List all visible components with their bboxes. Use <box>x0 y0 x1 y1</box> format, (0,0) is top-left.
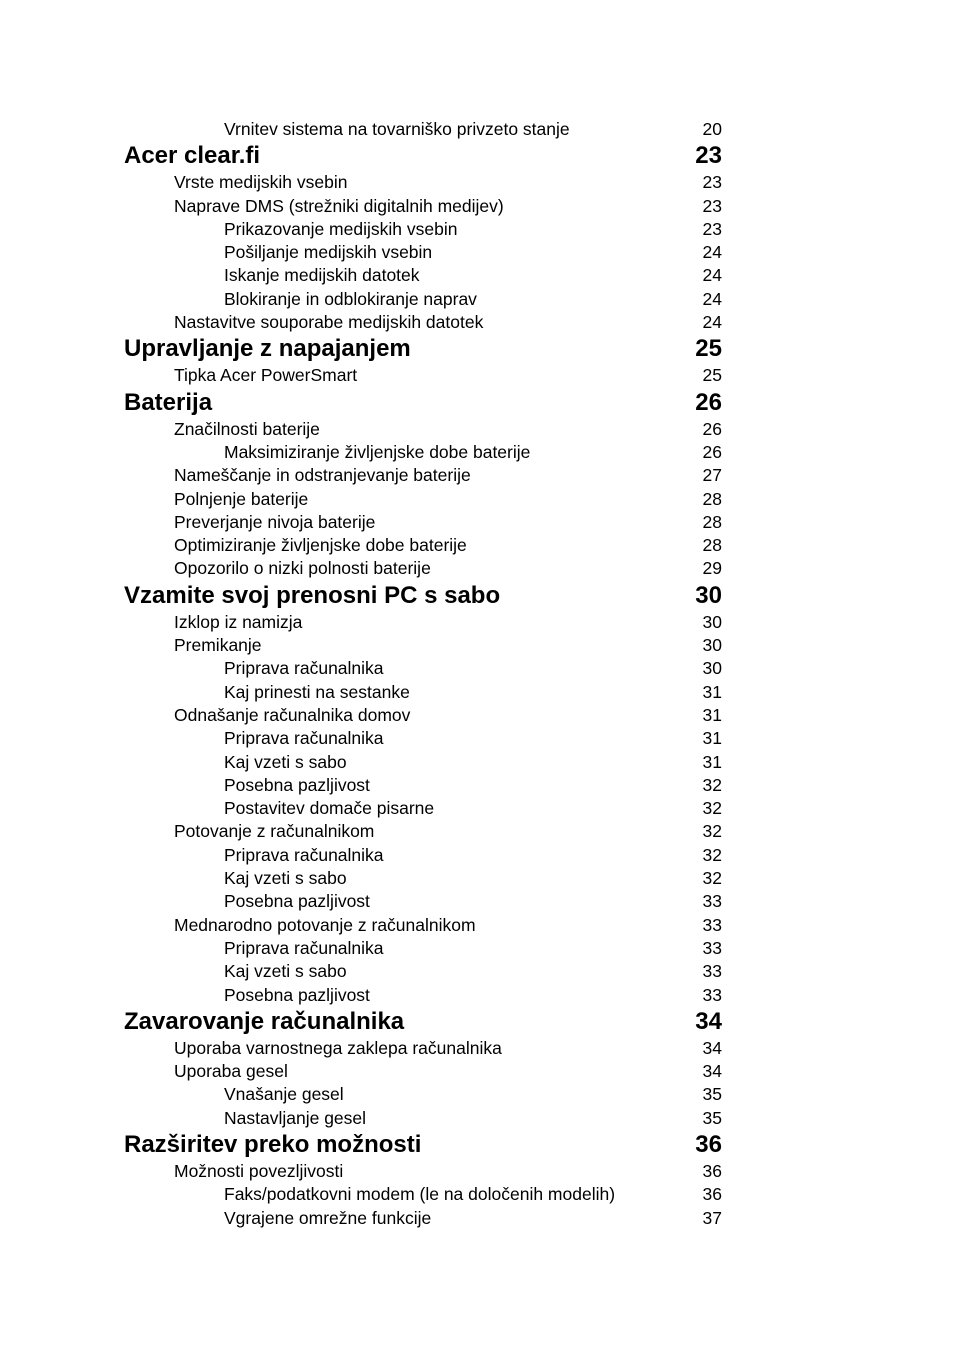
toc-entry-page-number: 35 <box>702 1084 722 1105</box>
toc-section-entry[interactable] <box>124 634 722 657</box>
toc-entry-title: Vgrajene omrežne funkcije <box>224 1207 432 1228</box>
toc-entry-title: Priprava računalnika <box>224 937 384 958</box>
toc-entry-title: Upravljanje z napajanjem <box>124 335 411 363</box>
toc-subsection-entry[interactable] <box>124 218 722 241</box>
toc-entry-title: Odnašanje računalnika domov <box>174 704 411 725</box>
toc-subsection-entry[interactable] <box>124 984 722 1007</box>
toc-subsection-entry[interactable] <box>124 774 722 797</box>
toc-entry-title: Vzamite svoj prenosni PC s sabo <box>124 581 501 609</box>
toc-subsection-entry[interactable] <box>124 657 722 680</box>
toc-entry-title: Kaj vzeti s sabo <box>224 751 347 772</box>
toc-entry-title: Značilnosti baterije <box>174 418 320 439</box>
toc-entry-page-number: 31 <box>702 751 722 772</box>
toc-entry-page-number: 23 <box>702 218 722 239</box>
toc-section-entry[interactable] <box>124 195 722 218</box>
toc-subsection-entry[interactable] <box>124 118 722 141</box>
table-of-contents <box>124 118 722 1230</box>
toc-entry-page-number: 24 <box>702 288 722 309</box>
toc-subsection-entry[interactable] <box>124 1107 722 1130</box>
toc-section-entry[interactable] <box>124 311 722 334</box>
toc-subsection-entry[interactable] <box>124 727 722 750</box>
toc-entry-page-number: 29 <box>702 558 722 579</box>
toc-entry-page-number: 33 <box>702 984 722 1005</box>
toc-entry-page-number: 30 <box>702 635 722 656</box>
toc-subsection-entry[interactable] <box>124 797 722 820</box>
toc-entry-page-number: 28 <box>702 511 722 532</box>
toc-entry-title: Priprava računalnika <box>224 728 384 749</box>
toc-section-entry[interactable] <box>124 464 722 487</box>
toc-entry-page-number: 24 <box>702 312 722 333</box>
toc-entry-title: Priprava računalnika <box>224 658 384 679</box>
toc-entry-title: Pošiljanje medijskih vsebin <box>224 242 433 263</box>
toc-chapter-entry[interactable] <box>124 581 722 611</box>
toc-entry-page-number: 23 <box>702 195 722 216</box>
toc-entry-page-number: 26 <box>702 441 722 462</box>
toc-entry-title: Nameščanje in odstranjevanje baterije <box>174 465 471 486</box>
toc-entry-page-number: 25 <box>702 365 722 386</box>
toc-entry-title: Nastavljanje gesel <box>224 1107 367 1128</box>
toc-section-entry[interactable] <box>124 488 722 511</box>
toc-entry-title: Možnosti povezljivosti <box>174 1160 344 1181</box>
toc-subsection-entry[interactable] <box>124 288 722 311</box>
toc-entry-page-number: 26 <box>695 388 722 416</box>
toc-section-entry[interactable] <box>124 820 722 843</box>
toc-entry-page-number: 36 <box>702 1184 722 1205</box>
toc-entry-title: Maksimiziranje življenjske dobe baterije <box>224 441 531 462</box>
toc-entry-page-number: 24 <box>702 242 722 263</box>
toc-entry-page-number: 31 <box>702 704 722 725</box>
toc-section-entry[interactable] <box>124 511 722 534</box>
toc-entry-page-number: 32 <box>702 844 722 865</box>
toc-entry-page-number: 33 <box>702 937 722 958</box>
toc-entry-title: Priprava računalnika <box>224 844 384 865</box>
toc-subsection-entry[interactable] <box>124 937 722 960</box>
toc-subsection-entry[interactable] <box>124 1183 722 1206</box>
toc-entry-title: Mednarodno potovanje z računalnikom <box>174 914 476 935</box>
toc-section-entry[interactable] <box>124 534 722 557</box>
toc-entry-page-number: 35 <box>702 1107 722 1128</box>
toc-section-entry[interactable] <box>124 557 722 580</box>
toc-subsection-entry[interactable] <box>124 264 722 287</box>
toc-subsection-entry[interactable] <box>124 681 722 704</box>
toc-entry-title: Postavitev domače pisarne <box>224 798 435 819</box>
toc-entry-title: Uporaba gesel <box>174 1061 288 1082</box>
toc-entry-title: Faks/podatkovni modem (le na določenih modelih) <box>224 1184 616 1205</box>
toc-entry-title: Tipka Acer PowerSmart <box>174 365 358 386</box>
toc-entry-title: Nastavitve souporabe medijskih datotek <box>174 312 484 333</box>
toc-entry-title: Posebna pazljivost <box>224 891 370 912</box>
toc-chapter-entry[interactable] <box>124 141 722 171</box>
toc-subsection-entry[interactable] <box>124 1083 722 1106</box>
toc-entry-page-number: 37 <box>702 1207 722 1228</box>
toc-section-entry[interactable] <box>124 914 722 937</box>
toc-entry-page-number: 24 <box>702 265 722 286</box>
toc-section-entry[interactable] <box>124 1037 722 1060</box>
toc-entry-page-number: 34 <box>702 1037 722 1058</box>
toc-section-entry[interactable] <box>124 1060 722 1083</box>
toc-section-entry[interactable] <box>124 364 722 387</box>
toc-section-entry[interactable] <box>124 418 722 441</box>
toc-entry-page-number: 23 <box>695 142 722 170</box>
toc-entry-page-number: 34 <box>702 1061 722 1082</box>
toc-entry-title: Posebna pazljivost <box>224 984 370 1005</box>
toc-entry-title: Uporaba varnostnega zaklepa računalnika <box>174 1037 502 1058</box>
toc-entry-page-number: 36 <box>695 1130 722 1158</box>
toc-entry-page-number: 31 <box>702 681 722 702</box>
toc-entry-page-number: 28 <box>702 535 722 556</box>
toc-chapter-entry[interactable] <box>124 388 722 418</box>
toc-entry-page-number: 32 <box>702 868 722 889</box>
toc-entry-page-number: 27 <box>702 465 722 486</box>
toc-entry-page-number: 26 <box>702 418 722 439</box>
toc-entry-page-number: 23 <box>702 172 722 193</box>
toc-entry-page-number: 25 <box>695 335 722 363</box>
toc-entry-page-number: 28 <box>702 488 722 509</box>
toc-subsection-entry[interactable] <box>124 441 722 464</box>
toc-entry-title: Vrnitev sistema na tovarniško privzeto stanje <box>224 119 570 139</box>
toc-chapter-entry[interactable] <box>124 334 722 364</box>
toc-entry-title: Vrste medijskih vsebin <box>174 172 348 193</box>
toc-entry-title: Kaj prinesti na sestanke <box>224 681 410 702</box>
toc-entry-page-number: 30 <box>702 611 722 632</box>
toc-entry-page-number: 32 <box>702 798 722 819</box>
toc-entry-page-number: 30 <box>702 658 722 679</box>
toc-entry-title: Potovanje z računalnikom <box>174 821 375 842</box>
toc-entry-page-number: 32 <box>702 821 722 842</box>
toc-entry-title: Opozorilo o nizki polnosti baterije <box>174 558 431 579</box>
toc-entry-page-number: 31 <box>702 728 722 749</box>
toc-section-entry[interactable] <box>124 611 722 634</box>
toc-entry-title: Posebna pazljivost <box>224 774 370 795</box>
toc-entry-page-number: 33 <box>702 914 722 935</box>
toc-entry-title: Razširitev preko možnosti <box>124 1130 422 1158</box>
toc-entry-title: Prikazovanje medijskih vsebin <box>224 218 458 239</box>
toc-entry-title: Kaj vzeti s sabo <box>224 961 347 982</box>
toc-entry-page-number: 33 <box>702 891 722 912</box>
toc-subsection-entry[interactable] <box>124 1207 722 1230</box>
toc-section-entry[interactable] <box>124 171 722 194</box>
toc-entry-title: Naprave DMS (strežniki digitalnih medijev) <box>174 195 504 216</box>
toc-entry-title: Vnašanje gesel <box>224 1084 344 1105</box>
toc-entry-title: Iskanje medijskih datotek <box>224 265 420 286</box>
toc-subsection-entry[interactable] <box>124 867 722 890</box>
toc-subsection-entry[interactable] <box>124 241 722 264</box>
toc-entry-title: Baterija <box>124 388 213 416</box>
toc-entry-page-number: 34 <box>695 1007 722 1035</box>
toc-entry-title: Izklop iz namizja <box>174 611 303 632</box>
toc-entry-page-number: 32 <box>702 774 722 795</box>
toc-entry-title: Kaj vzeti s sabo <box>224 868 347 889</box>
toc-entry-title: Premikanje <box>174 635 262 656</box>
toc-entry-title: Blokiranje in odblokiranje naprav <box>224 288 477 309</box>
toc-entry-title: Optimiziranje življenjske dobe baterije <box>174 535 467 556</box>
toc-section-entry[interactable] <box>124 1160 722 1183</box>
toc-entry-title: Polnjenje baterije <box>174 488 309 509</box>
toc-section-entry[interactable] <box>124 704 722 727</box>
toc-entry-page-number: 20 <box>702 119 722 139</box>
toc-chapter-entry[interactable] <box>124 1007 722 1037</box>
toc-entry-page-number: 33 <box>702 961 722 982</box>
toc-subsection-entry[interactable] <box>124 844 722 867</box>
toc-entry-page-number: 30 <box>695 581 722 609</box>
toc-entry-title: Preverjanje nivoja baterije <box>174 511 376 532</box>
toc-entry-title: Zavarovanje računalnika <box>124 1007 405 1035</box>
toc-entry-page-number: 36 <box>702 1160 722 1181</box>
toc-entry-title: Acer clear.fi <box>124 142 261 170</box>
toc-subsection-entry[interactable] <box>124 890 722 913</box>
toc-subsection-entry[interactable] <box>124 751 722 774</box>
toc-subsection-entry[interactable] <box>124 960 722 983</box>
toc-chapter-entry[interactable] <box>124 1130 722 1160</box>
